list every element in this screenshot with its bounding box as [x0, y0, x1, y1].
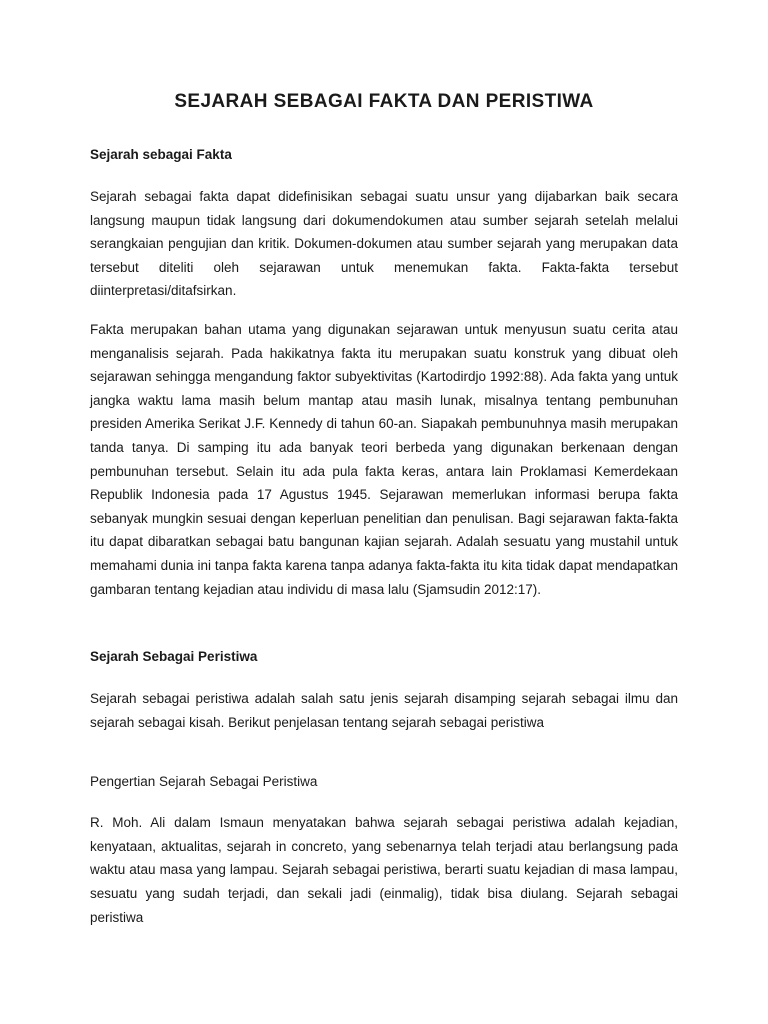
- paragraph-fakta-1: Sejarah sebagai fakta dapat didefinisikan sebagai suatu unsur yang dijabarkan baik secara langsung maupun tidak langsung dari dokumendokumen atau sumber sejarah setelah melalui serangkaian pengujian dan kritik. Dokumen-dokumen atau sumber sejarah yang merupakan data tersebut diteliti oleh sejarawan untuk menemukan fakta. Fakta-fakta tersebut diinterpretasi/ditafsirkan.: [90, 189, 678, 299]
- paragraph-peristiwa-intro: Sejarah sebagai peristiwa adalah salah satu jenis sejarah disamping sejarah sebagai ilmu dan sejarah sebagai kisah. Berikut penjelasan tentang sejarah sebagai peristiwa: [90, 691, 678, 730]
- section-heading-fakta: Sejarah sebagai Fakta: [90, 147, 232, 162]
- subheading-pengertian: Pengertian Sejarah Sebagai Peristiwa: [90, 774, 318, 790]
- paragraph-fakta-2: Fakta merupakan bahan utama yang digunakan sejarawan untuk menyusun suatu cerita atau menganalisis sejarah. Pada hakikatnya fakta itu merupakan suatu konstruk yang dibuat oleh sejarawan sehingga mengandung faktor subyektivitas (Kartodirdjo 1992:88). Ada fakta yang untuk jangka waktu lama masih belum mantap atau masih lunak, misalnya tentang pembunuhan presiden Amerika Serikat J.F. Kennedy di tahun 60-an. Siapakah pembunuhnya masih merupakan tanda tanya. Di samping itu ada banyak teori berbeda yang digunakan berkenaan dengan pembunuhan tersebut. Selain itu ada pula fakta keras, antara lain Proklamasi Kemerdekaan Republik Indonesia pada 17 Agustus 1945. Sejarawan memerlukan informasi berupa fakta sebanyak mungkin sesuai dengan keperluan penelitian dan penulisan. Bagi sejarawan fakta-fakta itu dapat dibaratkan sebagai batu bangunan kajian sejarah. Adalah sesuatu yang mustahil untuk memahami dunia ini tanpa fakta karena tanpa adanya fakta-fakta itu kita tidak dapat mendapatkan gambaran tentang kejadian atau individu di masa lalu (Sjamsudin 2012:17).: [90, 321, 678, 597]
- section-heading-peristiwa: Sejarah Sebagai Peristiwa: [90, 649, 258, 665]
- document-page: [90, 88, 678, 944]
- spacer: [90, 616, 678, 648]
- document-title: SEJARAH SEBAGAI FAKTA DAN PERISTIWA: [174, 91, 594, 112]
- spacer: [90, 749, 678, 773]
- paragraph-peristiwa-1: R. Moh. Ali dalam Ismaun menyatakan bahwa sejarah sebagai peristiwa adalah kejadian, kenyataan, aktualitas, sejarah in concreto, yang sebenarnya telah terjadi atau berlangsung pada waktu atau masa yang lampau. Sejarah sebagai peristiwa, berarti suatu kejadian di masa lampau, sesuatu yang sudah terjadi, dan sekali jadi (einmalig), tidak bisa diulang. Sejarah sebagai peristiwa: [90, 815, 678, 925]
